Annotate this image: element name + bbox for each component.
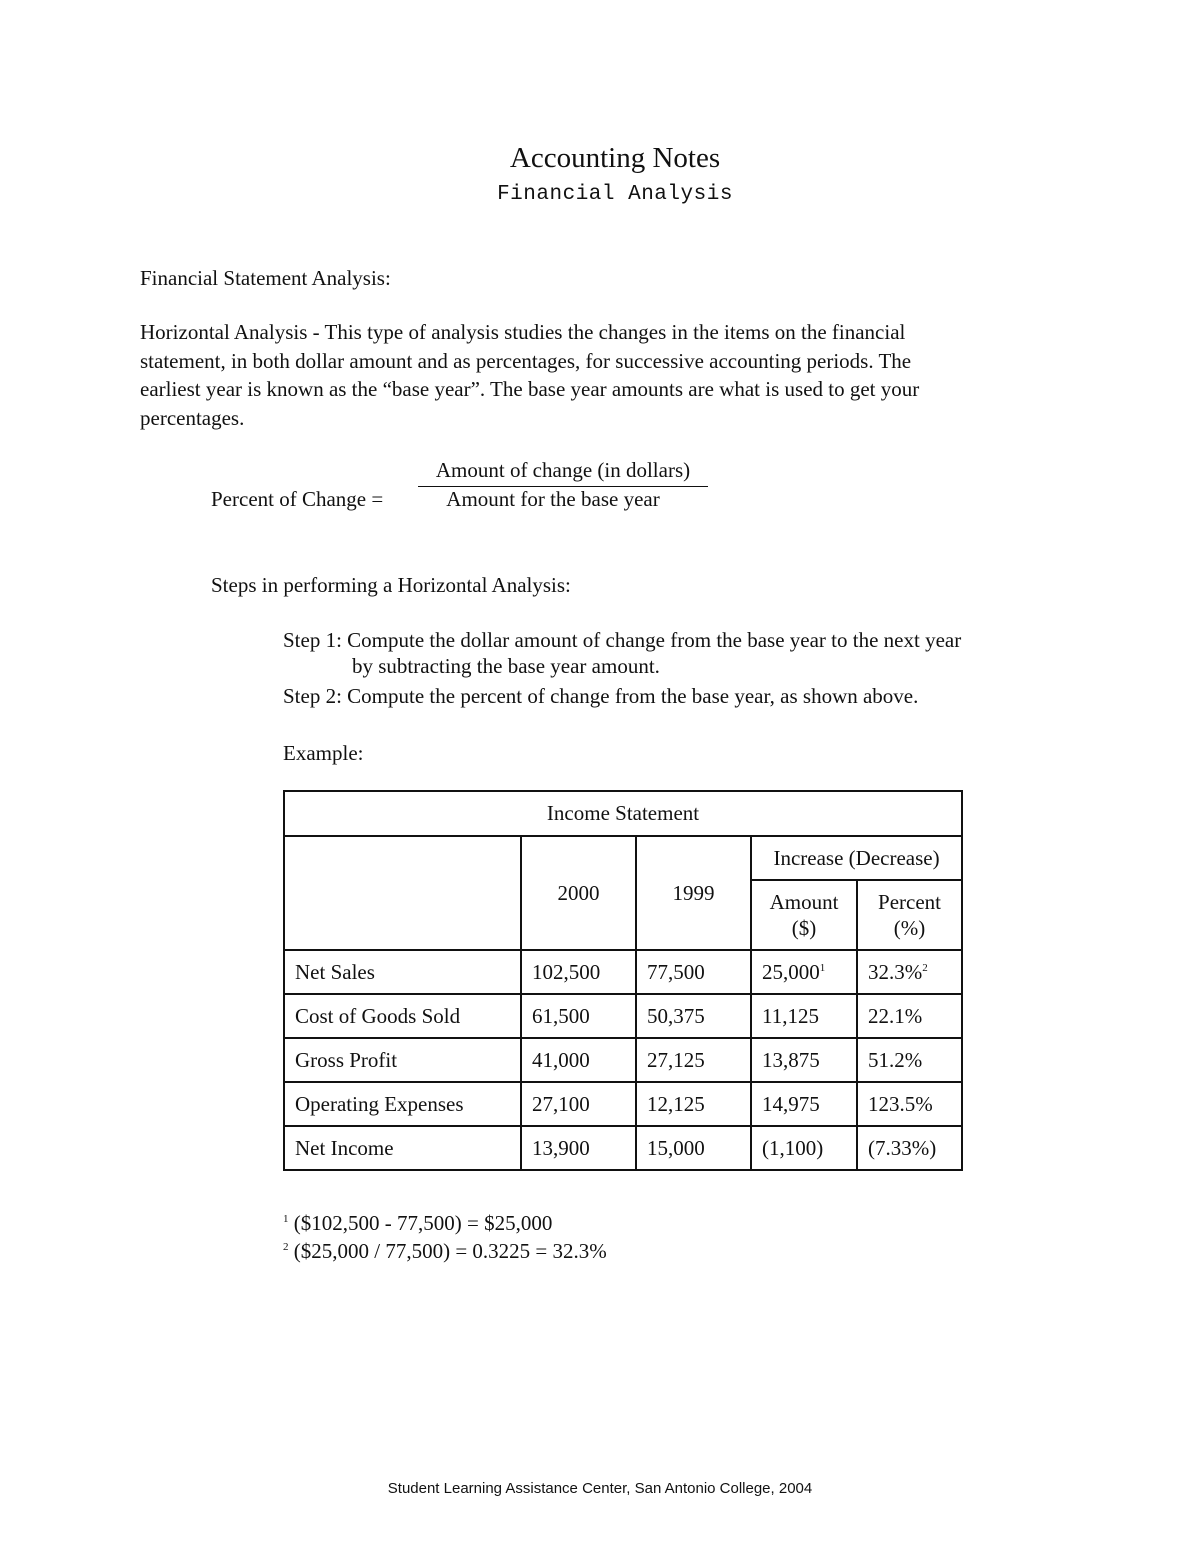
amount-value: 14,975 bbox=[762, 1091, 820, 1116]
change-percent bbox=[857, 950, 962, 994]
change-amount bbox=[751, 1038, 857, 1082]
table-title: Income Statement bbox=[284, 791, 962, 836]
formula-numerator: Amount of change (in dollars) bbox=[435, 458, 691, 482]
value-1999: 12,125 bbox=[636, 1082, 751, 1126]
footnote-marker: 1 bbox=[819, 961, 826, 974]
header-increase-decrease: Increase (Decrease) bbox=[751, 836, 962, 880]
table-row bbox=[284, 950, 962, 994]
table-row bbox=[284, 1038, 962, 1082]
value-2000: 41,000 bbox=[521, 1038, 636, 1082]
page-subtitle: Financial Analysis bbox=[497, 183, 733, 206]
change-percent bbox=[857, 1082, 962, 1126]
page-footer: Student Learning Assistance Center, San Antonio College, 2004 bbox=[387, 1480, 813, 1497]
value-1999: 15,000 bbox=[636, 1126, 751, 1170]
footnote-marker: 2 bbox=[922, 961, 928, 974]
footnote-text: ($102,500 - 77,500) = $25,000 bbox=[288, 1211, 553, 1235]
header-1999: 1999 bbox=[636, 836, 751, 950]
amount-value: 11,125 bbox=[762, 1003, 819, 1028]
change-percent bbox=[857, 1038, 962, 1082]
change-amount bbox=[751, 994, 857, 1038]
header-amount-label: Amount bbox=[769, 890, 839, 914]
footnote-mark: 2 bbox=[283, 1241, 289, 1253]
paragraph-line: percentages. bbox=[140, 405, 245, 430]
percent-value: 32.3% bbox=[868, 959, 923, 984]
header-amount-unit: ($) bbox=[791, 916, 817, 940]
value-1999: 50,375 bbox=[636, 994, 751, 1038]
percent-value: 22.1% bbox=[868, 1003, 923, 1028]
footnote-text: ($25,000 / 77,500) = 0.3225 = 32.3% bbox=[288, 1239, 607, 1263]
income-statement-table bbox=[283, 790, 963, 1171]
paragraph-line: earliest year is known as the “base year”. The base year amounts are what is used to get your bbox=[140, 377, 920, 401]
change-percent bbox=[857, 994, 962, 1038]
header-percent-label: Percent bbox=[878, 890, 942, 914]
blank-header-cell bbox=[284, 836, 521, 950]
table-row bbox=[284, 994, 962, 1038]
value-1999: 77,500 bbox=[636, 950, 751, 994]
change-amount bbox=[751, 950, 857, 994]
row-label: Operating Expenses bbox=[284, 1082, 521, 1126]
percent-value: 51.2% bbox=[868, 1047, 923, 1072]
footnote-2 bbox=[283, 1239, 607, 1264]
horizontal-analysis-paragraph bbox=[140, 318, 1045, 432]
section-heading: Financial Statement Analysis: bbox=[140, 266, 391, 290]
row-label: Gross Profit bbox=[284, 1038, 521, 1082]
paragraph-line: Horizontal Analysis - This type of analysis studies the changes in the items on the financial bbox=[140, 320, 906, 344]
header-amount bbox=[751, 880, 857, 950]
amount-value: (1,100) bbox=[762, 1135, 824, 1160]
percent-value: (7.33%) bbox=[868, 1135, 937, 1160]
amount-value: 25,000 bbox=[762, 959, 820, 984]
paragraph-line: statement, in both dollar amount and as percentages, for successive accounting periods. The bbox=[140, 348, 912, 373]
formula-denominator: Amount for the base year bbox=[446, 487, 660, 511]
table-row bbox=[284, 1126, 962, 1170]
change-percent bbox=[857, 1126, 962, 1170]
row-label: Net Sales bbox=[284, 950, 521, 994]
step-1: Step 1: Compute the dollar amount of change from the base year to the next year bbox=[283, 628, 962, 652]
header-percent-unit: (%) bbox=[893, 916, 926, 940]
value-2000: 61,500 bbox=[521, 994, 636, 1038]
value-2000: 27,100 bbox=[521, 1082, 636, 1126]
steps-heading: Steps in performing a Horizontal Analysis: bbox=[211, 573, 571, 597]
step-2: Step 2: Compute the percent of change from the base year, as shown above. bbox=[283, 684, 919, 708]
formula-label: Percent of Change = bbox=[211, 487, 384, 511]
row-label: Net Income bbox=[284, 1126, 521, 1170]
row-label: Cost of Goods Sold bbox=[284, 994, 521, 1038]
step-1-continued: by subtracting the base year amount. bbox=[352, 654, 660, 678]
value-2000: 102,500 bbox=[521, 950, 636, 994]
change-amount bbox=[751, 1126, 857, 1170]
page-title: Accounting Notes bbox=[509, 142, 721, 174]
value-1999: 27,125 bbox=[636, 1038, 751, 1082]
footnote-mark: 1 bbox=[283, 1213, 289, 1225]
header-2000: 2000 bbox=[521, 836, 636, 950]
value-2000: 13,900 bbox=[521, 1126, 636, 1170]
percent-value: 123.5% bbox=[868, 1091, 933, 1116]
example-label: Example: bbox=[283, 741, 364, 765]
amount-value: 13,875 bbox=[762, 1047, 820, 1072]
change-amount bbox=[751, 1082, 857, 1126]
header-percent bbox=[857, 880, 962, 950]
table-row bbox=[284, 1082, 962, 1126]
footnote-1 bbox=[283, 1211, 552, 1236]
